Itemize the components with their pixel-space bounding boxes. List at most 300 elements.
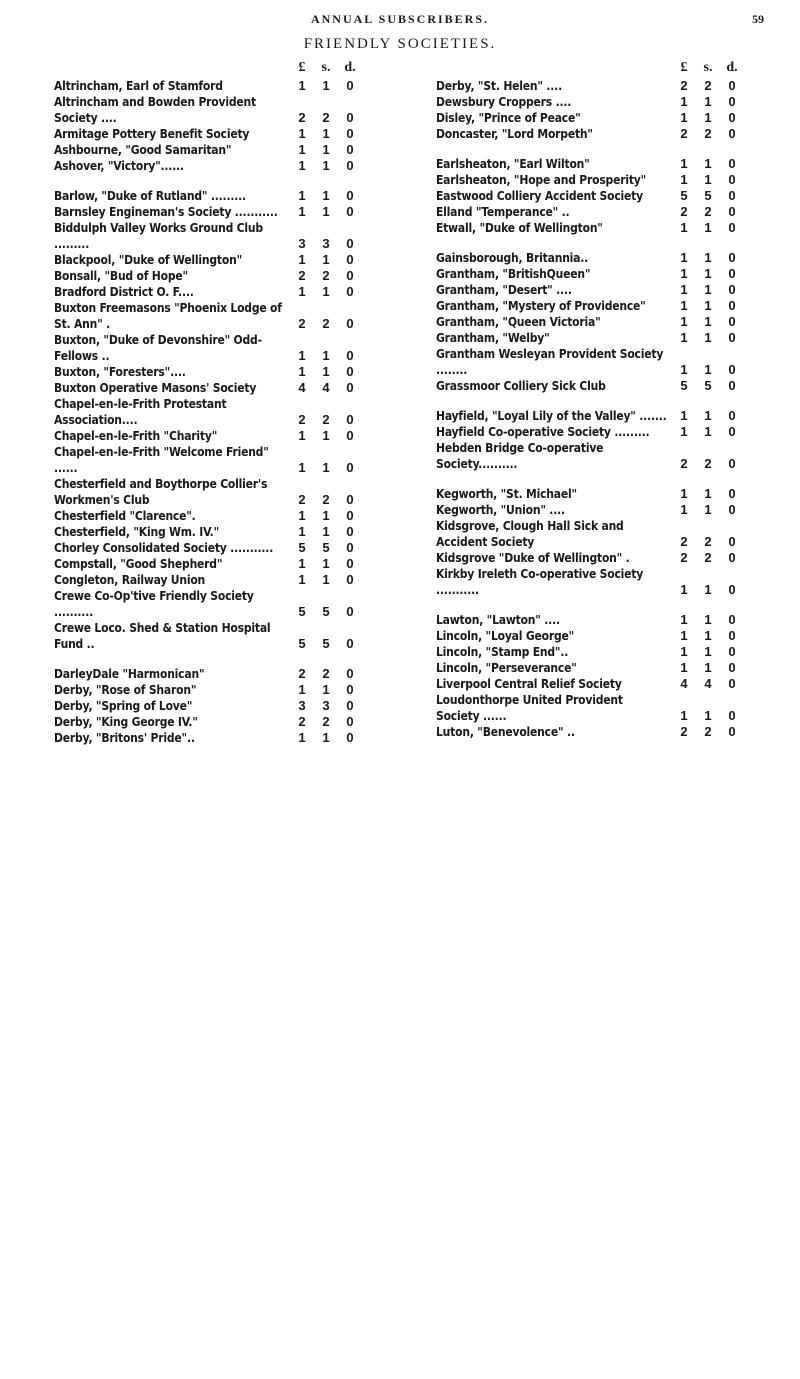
subscriber-name: Barnsley Engineman's Society ........... <box>54 205 278 219</box>
amount-shillings: 4 <box>704 676 712 691</box>
amount-pence: 0 <box>346 284 354 299</box>
amount-shillings: 2 <box>322 268 330 283</box>
amount-pence: 0 <box>728 94 736 109</box>
subscriber-name: Grantham Wesleyan Provident Society ........ <box>436 347 664 377</box>
amount-shillings: 3 <box>322 236 330 251</box>
subscriber-entry <box>54 428 360 444</box>
subscriber-entry <box>54 476 360 508</box>
subscriber-name: Buxton Operative Masons' Society <box>54 381 257 395</box>
amount-pence: 0 <box>346 666 354 681</box>
amount-shillings: 1 <box>704 172 712 187</box>
amount-pence: 0 <box>346 604 354 619</box>
amount-pence: 0 <box>728 486 736 501</box>
subscriber-name: Chesterfield and Boythorpe Collier's Workmen's Club <box>54 477 268 507</box>
amount-shillings: 1 <box>322 188 330 203</box>
subscriber-name: Elland "Temperance" .. <box>436 205 570 219</box>
amount-pounds: 2 <box>680 724 688 739</box>
subscriber-entry <box>436 172 746 188</box>
subscriber-name: Doncaster, "Lord Morpeth" <box>436 127 593 141</box>
subscriber-name: Earlsheaton, "Hope and Prosperity" <box>436 173 647 187</box>
amount-pounds: 1 <box>680 424 688 439</box>
amount-shillings: 1 <box>322 78 330 93</box>
subscriber-name: Ashover, "Victory"...... <box>54 159 184 173</box>
subscriber-name: Chorley Consolidated Society ........... <box>54 541 274 555</box>
amount-pounds: 1 <box>680 94 688 109</box>
subscriber-entry <box>436 566 746 598</box>
amount-shillings: 1 <box>704 486 712 501</box>
amount-pence: 0 <box>728 314 736 329</box>
subscriber-entry <box>436 314 746 330</box>
group-spacer <box>436 142 746 156</box>
currency-d-heading: d. <box>344 60 356 75</box>
amount-pence: 0 <box>728 156 736 171</box>
subscriber-entry <box>54 444 360 476</box>
currency-s-heading: s. <box>703 60 713 75</box>
amount-pounds: 2 <box>298 492 306 507</box>
subscriber-name: Chesterfield "Clarence". <box>54 509 196 523</box>
amount-pounds: 2 <box>298 412 306 427</box>
amount-pence: 0 <box>728 676 736 691</box>
subscriber-entry <box>436 644 746 660</box>
amount-pounds: 1 <box>298 572 306 587</box>
amount-pence: 0 <box>728 330 736 345</box>
subscriber-entry <box>54 524 360 540</box>
amount-shillings: 1 <box>322 730 330 745</box>
amount-pence: 0 <box>728 582 736 597</box>
amount-pounds: 1 <box>298 284 306 299</box>
subscriber-entry <box>436 692 746 724</box>
amount-shillings: 5 <box>704 378 712 393</box>
subscriber-name: Derby, "Spring of Love" <box>54 699 193 713</box>
amount-shillings: 3 <box>322 698 330 713</box>
amount-pounds: 1 <box>298 348 306 363</box>
subscriber-entry <box>436 502 746 518</box>
amount-shillings: 4 <box>322 380 330 395</box>
amount-shillings: 1 <box>704 156 712 171</box>
amount-pounds: 3 <box>298 698 306 713</box>
amount-pence: 0 <box>346 460 354 475</box>
amount-pence: 0 <box>346 126 354 141</box>
subscriber-name: Altrincham, Earl of Stamford <box>54 79 223 93</box>
amount-pence: 0 <box>728 362 736 377</box>
subscriber-name: Grantham, "Mystery of Providence" <box>436 299 646 313</box>
amount-pence: 0 <box>728 612 736 627</box>
subscriber-name: Grantham, "Queen Victoria" <box>436 315 601 329</box>
amount-pence: 0 <box>728 708 736 723</box>
currency-d-heading: d. <box>726 60 738 75</box>
subscriber-entry <box>436 378 746 394</box>
subscriber-name: Buxton Freemasons "Phoenix Lodge of St. Ann" . <box>54 301 282 331</box>
amount-pounds: 5 <box>298 604 306 619</box>
subscriber-name: Lincoln, "Stamp End".. <box>436 645 569 659</box>
amount-pence: 0 <box>728 424 736 439</box>
amount-pounds: 1 <box>298 126 306 141</box>
amount-shillings: 2 <box>322 492 330 507</box>
amount-pence: 0 <box>728 204 736 219</box>
amount-pence: 0 <box>346 492 354 507</box>
currency-header <box>54 60 360 78</box>
amount-shillings: 5 <box>704 188 712 203</box>
amount-pounds: 1 <box>680 502 688 517</box>
section-title: FRIENDLY SOCIETIES. <box>303 36 497 52</box>
subscriber-entry <box>54 158 360 174</box>
subscriber-name: Bonsall, "Bud of Hope" <box>54 269 188 283</box>
amount-pounds: 2 <box>298 666 306 681</box>
amount-pence: 0 <box>346 428 354 443</box>
subscriber-entry <box>436 204 746 220</box>
subscriber-name: Derby, "King George IV." <box>54 715 198 729</box>
amount-pounds: 1 <box>680 172 688 187</box>
subscriber-name: Biddulph Valley Works Ground Club ......... <box>54 221 263 251</box>
subscriber-entry <box>436 440 746 472</box>
subscriber-name: Gainsborough, Britannia.. <box>436 251 589 265</box>
subscriber-entry <box>54 682 360 698</box>
subscriber-name: Disley, "Prince of Peace" <box>436 111 581 125</box>
subscriber-name: Liverpool Central Relief Society <box>436 677 622 691</box>
subscriber-name: Grantham, "Welby" <box>436 331 550 345</box>
amount-shillings: 1 <box>704 424 712 439</box>
amount-pence: 0 <box>728 188 736 203</box>
subscriber-name: Derby, "St. Helen" .... <box>436 79 562 93</box>
amount-pence: 0 <box>346 188 354 203</box>
amount-pence: 0 <box>346 682 354 697</box>
running-title: ANNUAL SUBSCRIBERS. <box>310 12 490 26</box>
amount-pence: 0 <box>728 220 736 235</box>
currency-l-heading: £ <box>680 60 688 75</box>
amount-pounds: 1 <box>680 282 688 297</box>
amount-shillings: 1 <box>704 408 712 423</box>
amount-pounds: 4 <box>680 676 688 691</box>
subscriber-name: Armitage Pottery Benefit Society <box>54 127 250 141</box>
group-spacer <box>436 394 746 408</box>
amount-shillings: 1 <box>322 524 330 539</box>
amount-shillings: 1 <box>704 314 712 329</box>
amount-pence: 0 <box>346 268 354 283</box>
subscriber-entry <box>54 730 360 746</box>
amount-pence: 0 <box>728 378 736 393</box>
amount-pence: 0 <box>728 534 736 549</box>
amount-pounds: 3 <box>298 236 306 251</box>
amount-shillings: 1 <box>322 572 330 587</box>
subscriber-name: Blackpool, "Duke of Wellington" <box>54 253 242 267</box>
subscriber-entry <box>54 396 360 428</box>
amount-pounds: 1 <box>680 220 688 235</box>
subscriber-entry <box>54 380 360 396</box>
subscriber-entry <box>54 94 360 126</box>
amount-pounds: 1 <box>680 314 688 329</box>
subscriber-name: Kidsgrove "Duke of Wellington" . <box>436 551 630 565</box>
subscriber-entry <box>436 250 746 266</box>
subscriber-name: Lincoln, "Loyal George" <box>436 629 575 643</box>
subscriber-name: Grassmoor Colliery Sick Club <box>436 379 606 393</box>
amount-pence: 0 <box>346 380 354 395</box>
amount-shillings: 1 <box>704 220 712 235</box>
amount-pence: 0 <box>346 556 354 571</box>
amount-pence: 0 <box>728 78 736 93</box>
amount-pounds: 1 <box>680 266 688 281</box>
amount-pounds: 5 <box>680 378 688 393</box>
subscriber-name: Chapel-en-le-Frith "Charity" <box>54 429 218 443</box>
amount-shillings: 2 <box>704 534 712 549</box>
subscriber-entry <box>436 628 746 644</box>
subscriber-name: Lawton, "Lawton" .... <box>436 613 560 627</box>
subscriber-name: Eastwood Colliery Accident Society <box>436 189 643 203</box>
subscriber-entry <box>436 156 746 172</box>
amount-pounds: 1 <box>298 460 306 475</box>
subscriber-name: Buxton, "Foresters".... <box>54 365 186 379</box>
subscriber-name: Congleton, Railway Union <box>54 573 206 587</box>
subscriber-entry <box>436 298 746 314</box>
group-spacer <box>436 598 746 612</box>
amount-pence: 0 <box>728 110 736 125</box>
group-spacer <box>436 472 746 486</box>
subscriber-entry <box>54 300 360 332</box>
subscriber-name: Altrincham and Bowden Provident Society .... <box>54 95 256 125</box>
amount-shillings: 1 <box>704 250 712 265</box>
amount-shillings: 1 <box>704 94 712 109</box>
amount-pounds: 1 <box>298 682 306 697</box>
amount-pence: 0 <box>728 126 736 141</box>
subscriber-entry <box>436 188 746 204</box>
amount-shillings: 5 <box>322 636 330 651</box>
subscriber-name: Luton, "Benevolence" .. <box>436 725 575 739</box>
subscriber-entry <box>54 588 360 620</box>
subscriber-name: Bradford District O. F.... <box>54 285 194 299</box>
amount-shillings: 1 <box>322 508 330 523</box>
subscriber-entry <box>54 268 360 284</box>
subscriber-entry <box>54 126 360 142</box>
subscriber-name: Chapel-en-le-Frith Protestant Association.... <box>54 397 227 427</box>
subscriber-entry <box>54 540 360 556</box>
amount-shillings: 1 <box>704 330 712 345</box>
subscriber-name: Dewsbury Croppers .... <box>436 95 572 109</box>
amount-pounds: 1 <box>298 730 306 745</box>
page-number: 59 <box>752 12 764 26</box>
amount-shillings: 5 <box>322 540 330 555</box>
subscriber-entry <box>54 284 360 300</box>
amount-shillings: 2 <box>704 126 712 141</box>
subscriber-entry <box>436 78 746 94</box>
subscriber-entry <box>436 126 746 142</box>
amount-pounds: 5 <box>298 540 306 555</box>
subscriber-name: Crewe Loco. Shed & Station Hospital Fund .. <box>54 621 271 651</box>
subscriber-name: Ashbourne, "Good Samaritan" <box>54 143 232 157</box>
amount-shillings: 1 <box>322 142 330 157</box>
amount-shillings: 2 <box>322 412 330 427</box>
amount-pounds: 2 <box>298 714 306 729</box>
amount-shillings: 2 <box>322 666 330 681</box>
amount-pounds: 1 <box>680 250 688 265</box>
amount-pence: 0 <box>346 412 354 427</box>
amount-pence: 0 <box>728 644 736 659</box>
subscriber-name: Derby, "Britons' Pride".. <box>54 731 195 745</box>
amount-pence: 0 <box>346 78 354 93</box>
amount-pounds: 1 <box>680 660 688 675</box>
subscriber-entry <box>436 518 746 550</box>
amount-pounds: 1 <box>298 252 306 267</box>
amount-pence: 0 <box>728 298 736 313</box>
subscriber-name: Etwall, "Duke of Wellington" <box>436 221 603 235</box>
amount-pence: 0 <box>728 250 736 265</box>
amount-shillings: 1 <box>322 364 330 379</box>
amount-shillings: 1 <box>322 348 330 363</box>
subscriber-name: Grantham, "BritishQueen" <box>436 267 591 281</box>
amount-pence: 0 <box>728 502 736 517</box>
subscriber-entry <box>436 408 746 424</box>
subscriber-entry <box>436 346 746 378</box>
amount-pence: 0 <box>728 456 736 471</box>
amount-pence: 0 <box>346 236 354 251</box>
amount-pounds: 1 <box>298 142 306 157</box>
amount-pounds: 1 <box>680 330 688 345</box>
amount-pence: 0 <box>346 636 354 651</box>
subscriber-name: Barlow, "Duke of Rutland" ......... <box>54 189 246 203</box>
subscriber-name: Chesterfield, "King Wm. IV." <box>54 525 220 539</box>
amount-pence: 0 <box>346 204 354 219</box>
amount-pounds: 2 <box>298 110 306 125</box>
amount-shillings: 2 <box>704 78 712 93</box>
amount-pence: 0 <box>346 142 354 157</box>
currency-header <box>436 60 746 78</box>
amount-shillings: 1 <box>704 660 712 675</box>
subscriber-entry <box>54 556 360 572</box>
amount-shillings: 1 <box>322 204 330 219</box>
subscriber-entry <box>436 266 746 282</box>
subscriber-entry <box>54 220 360 252</box>
amount-pounds: 2 <box>680 550 688 565</box>
amount-pounds: 1 <box>298 158 306 173</box>
subscriber-entry <box>54 252 360 268</box>
amount-pence: 0 <box>346 540 354 555</box>
amount-shillings: 5 <box>322 604 330 619</box>
subscriber-entry <box>436 550 746 566</box>
amount-pence: 0 <box>728 550 736 565</box>
amount-shillings: 1 <box>704 708 712 723</box>
subscriber-entry <box>436 724 746 740</box>
amount-pounds: 1 <box>680 408 688 423</box>
amount-pounds: 2 <box>680 78 688 93</box>
amount-pounds: 1 <box>680 298 688 313</box>
amount-pence: 0 <box>728 172 736 187</box>
amount-shillings: 2 <box>322 316 330 331</box>
amount-shillings: 1 <box>704 628 712 643</box>
amount-pounds: 2 <box>680 534 688 549</box>
amount-shillings: 1 <box>322 252 330 267</box>
subscriber-name: Kegworth, "Union" .... <box>436 503 565 517</box>
subscriber-entry <box>436 220 746 236</box>
amount-shillings: 1 <box>322 556 330 571</box>
amount-shillings: 1 <box>704 582 712 597</box>
amount-pounds: 4 <box>298 380 306 395</box>
amount-shillings: 1 <box>322 284 330 299</box>
amount-shillings: 2 <box>704 456 712 471</box>
amount-pence: 0 <box>346 524 354 539</box>
subscriber-name: Hebden Bridge Co-operative Society.......... <box>436 441 604 471</box>
amount-pounds: 1 <box>298 188 306 203</box>
subscriber-name: Kirkby Ireleth Co-operative Society ........... <box>436 567 644 597</box>
subscriber-entry <box>436 110 746 126</box>
subscriber-entry <box>436 424 746 440</box>
amount-pounds: 1 <box>680 362 688 377</box>
group-spacer <box>436 236 746 250</box>
subscriber-entry <box>436 660 746 676</box>
amount-pence: 0 <box>346 698 354 713</box>
amount-pence: 0 <box>728 266 736 281</box>
subscriber-name: Chapel-en-le-Frith "Welcome Friend" ...... <box>54 445 269 475</box>
amount-pounds: 1 <box>680 486 688 501</box>
subscriber-name: Kidsgrove, Clough Hall Sick and Accident Society <box>436 519 624 549</box>
amount-pounds: 1 <box>298 428 306 443</box>
subscriber-entry <box>436 486 746 502</box>
amount-pence: 0 <box>346 714 354 729</box>
amount-pounds: 5 <box>298 636 306 651</box>
amount-pence: 0 <box>346 158 354 173</box>
amount-pence: 0 <box>346 348 354 363</box>
group-spacer <box>54 174 360 188</box>
subscriber-entry <box>54 666 360 682</box>
subscriber-entry <box>54 620 360 652</box>
amount-shillings: 1 <box>704 502 712 517</box>
amount-shillings: 1 <box>704 266 712 281</box>
subscriber-entry <box>436 94 746 110</box>
amount-shillings: 2 <box>704 724 712 739</box>
subscriber-name: Hayfield Co-operative Society ......... <box>436 425 650 439</box>
currency-l-heading: £ <box>298 60 306 75</box>
amount-pounds: 2 <box>680 204 688 219</box>
subscriber-name: Earlsheaton, "Earl Wilton" <box>436 157 590 171</box>
amount-pence: 0 <box>728 408 736 423</box>
subscriber-name: Compstall, "Good Shepherd" <box>54 557 223 571</box>
subscriber-entry <box>54 78 360 94</box>
amount-shillings: 1 <box>322 428 330 443</box>
left-column <box>54 60 360 746</box>
amount-pence: 0 <box>346 572 354 587</box>
subscriber-entry <box>54 572 360 588</box>
subscriber-entry <box>54 188 360 204</box>
amount-pounds: 1 <box>298 364 306 379</box>
amount-pence: 0 <box>346 730 354 745</box>
amount-shillings: 1 <box>704 110 712 125</box>
amount-shillings: 2 <box>322 110 330 125</box>
subscriber-entry <box>54 364 360 380</box>
amount-pounds: 2 <box>680 456 688 471</box>
subscriber-name: Kegworth, "St. Michael" <box>436 487 577 501</box>
amount-shillings: 1 <box>704 362 712 377</box>
amount-shillings: 1 <box>704 298 712 313</box>
amount-shillings: 2 <box>704 550 712 565</box>
amount-pounds: 1 <box>298 508 306 523</box>
group-spacer <box>54 652 360 666</box>
subscriber-name: Lincoln, "Perseverance" <box>436 661 577 675</box>
subscriber-name: Crewe Co-Op'tive Friendly Society .......... <box>54 589 254 619</box>
subscriber-entry <box>54 142 360 158</box>
subscriber-name: Derby, "Rose of Sharon" <box>54 683 197 697</box>
subscriber-entry <box>54 714 360 730</box>
subscriber-entry <box>54 508 360 524</box>
amount-shillings: 1 <box>322 126 330 141</box>
subscriber-name: Hayfield, "Loyal Lily of the Valley" ....... <box>436 409 667 423</box>
subscriber-name: Grantham, "Desert" .... <box>436 283 572 297</box>
right-column <box>436 60 746 740</box>
subscriber-entry <box>54 332 360 364</box>
running-head <box>0 4 800 30</box>
amount-pounds: 2 <box>680 126 688 141</box>
amount-shillings: 1 <box>322 682 330 697</box>
amount-shillings: 1 <box>704 644 712 659</box>
subscriber-name: DarleyDale "Harmonican" <box>54 667 205 681</box>
amount-pounds: 2 <box>298 316 306 331</box>
amount-pence: 0 <box>346 110 354 125</box>
